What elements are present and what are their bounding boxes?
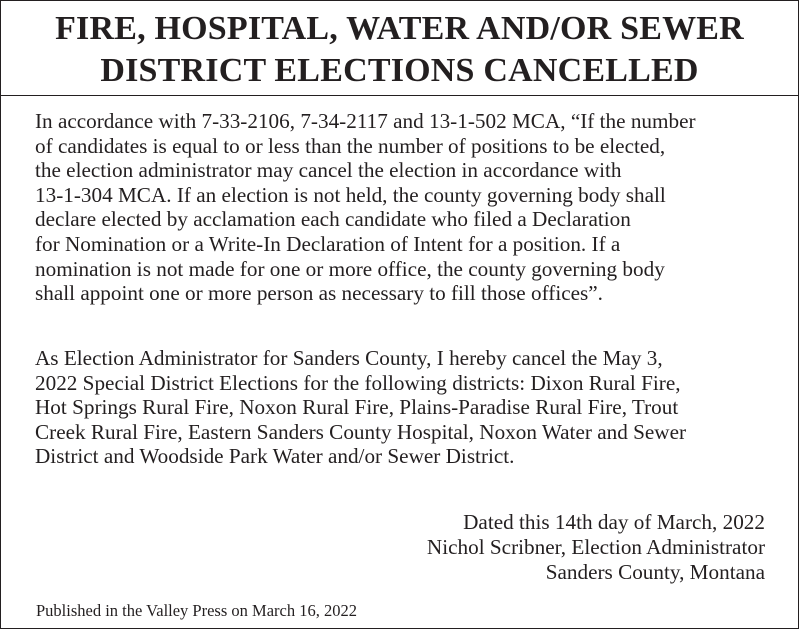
paragraph1-line: of candidates is equal to or less than the number of positions to be elected, [35,133,666,158]
paragraph2-line: As Election Administrator for Sanders County, I hereby cancel the May 3, [35,346,663,370]
notice-title [1,1,798,92]
paragraph1-line: the election administrator may cancel the election in accordance with [35,158,622,183]
paragraph1-line: for Nomination or a Write-In Declaration of Intent for a position. If a [35,231,621,256]
paragraph1-line: nomination is not made for one or more office, the county governing body [35,256,665,281]
signature-name: Nichol Scribner, Election Administrator [426,535,765,559]
paragraph2-line: Creek Rural Fire, Eastern Sanders County Hospital, Noxon Water and Sewer [35,419,687,444]
title-line-1: FIRE, HOSPITAL, WATER AND/OR SEWER [55,10,744,47]
paragraph1-line: shall appoint one or more person as necessary to fill those offices”. [35,281,603,306]
title-divider [1,95,798,96]
paragraph1-line: declare elected by acclamation each candidate who filed a Declaration [35,207,631,232]
signature-county: Sanders County, Montana [545,560,765,584]
paragraph-cancellation [35,346,775,469]
paragraph2-line: 2022 Special District Elections for the following districts: Dixon Rural Fire, [35,370,681,395]
publication-note: Published in the Valley Press on March 16, 2022 [36,601,357,620]
paragraph1-line: In accordance with 7-33-2106, 7-34-2117 and 13-1-502 MCA, “If the number [35,109,696,133]
signature-block [427,510,765,585]
paragraph2-line: Hot Springs Rural Fire, Noxon Rural Fire, Plains-Paradise Rural Fire, Trout [35,395,679,420]
paragraph-statute [35,109,775,306]
paragraph1-line: 13-1-304 MCA. If an election is not held, the county governing body shall [35,182,666,207]
paragraph2-line: District and Woodside Park Water and/or Sewer District. [35,444,515,469]
signature-date: Dated this 14th day of March, 2022 [463,510,765,534]
title-line-2: DISTRICT ELECTIONS CANCELLED [100,52,699,89]
